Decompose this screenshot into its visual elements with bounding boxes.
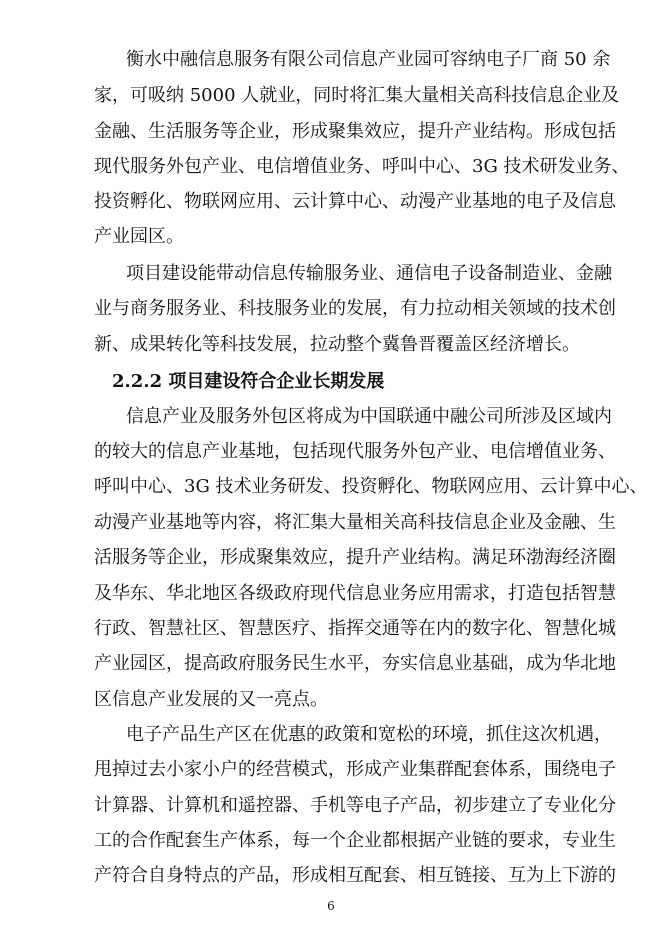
text-line: 计算器、计算机和遥控器、手机等电子产品，初步建立了专业化分 [94, 795, 616, 816]
text-line: 行政、智慧社区、智慧医疗、指挥交通等在内的数字化、智慧化城 [94, 618, 616, 639]
text-line: 区信息产业发展的又一亮点。 [94, 689, 328, 710]
text-line: 甩掉过去小家小户的经营模式，形成产业集群配套体系，围绕电子 [94, 759, 616, 780]
text-line: 的较大的信息产业基地，包括现代服务外包产业、电信增值业务、 [94, 441, 616, 462]
text-line: 信息产业及服务外包区将成为中国联通中融公司所涉及区域内 [126, 406, 612, 427]
text-line: 投资孵化、物联网应用、云计算中心、动漫产业基地的电子及信息 [94, 191, 616, 212]
text-line: 现代服务外包产业、电信增值业务、呼叫中心、3G 技术研发业务、 [94, 156, 630, 177]
text-line: 活服务等企业，形成聚集效应，提升产业结构。满足环渤海经济圈 [94, 547, 616, 568]
text-line: 业与商务服务业、科技服务业的发展，有力拉动相关领域的技术创 [94, 298, 616, 319]
text-line: 呼叫中心、3G 技术业务研发、投资孵化、物联网应用、云计算中心、 [94, 476, 648, 497]
section-heading: 2.2.2 项目建设符合企业长期发展 [112, 371, 385, 392]
page-number: 6 [327, 899, 335, 913]
text-line: 金融、生活服务等企业，形成聚集效应，提升产业结构。形成包括 [94, 121, 616, 142]
text-line: 项目建设能带动信息传输服务业、通信电子设备制造业、金融 [126, 263, 612, 284]
text-line: 产符合自身特点的产品，形成相互配套、相互链接、互为上下游的 [94, 865, 616, 886]
text-line: 动漫产业基地等内容，将汇集大量相关高科技信息企业及金融、生 [94, 512, 616, 533]
text-line: 电子产品生产区在优惠的政策和宽松的环境，抓住这次机遇， [126, 724, 612, 745]
text-line: 新、成果转化等科技发展，拉动整个冀鲁晋覆盖区经济增长。 [94, 334, 580, 355]
text-line: 家，可吸纳 5000 人就业，同时将汇集大量相关高科技信息企业及 [94, 85, 620, 106]
text-line: 工的合作配套生产体系，每一个企业都根据产业链的要求，专业生 [94, 830, 616, 851]
text-line: 产业园区，提高政府服务民生水平，夯实信息业基础，成为华北地 [94, 653, 616, 674]
text-line: 产业园区。 [94, 226, 184, 247]
text-line: 及华东、华北地区各级政府现代信息业务应用需求，打造包括智慧 [94, 583, 616, 604]
text-line: 衡水中融信息服务有限公司信息产业园可容纳电子厂商 50 余 [126, 49, 611, 70]
